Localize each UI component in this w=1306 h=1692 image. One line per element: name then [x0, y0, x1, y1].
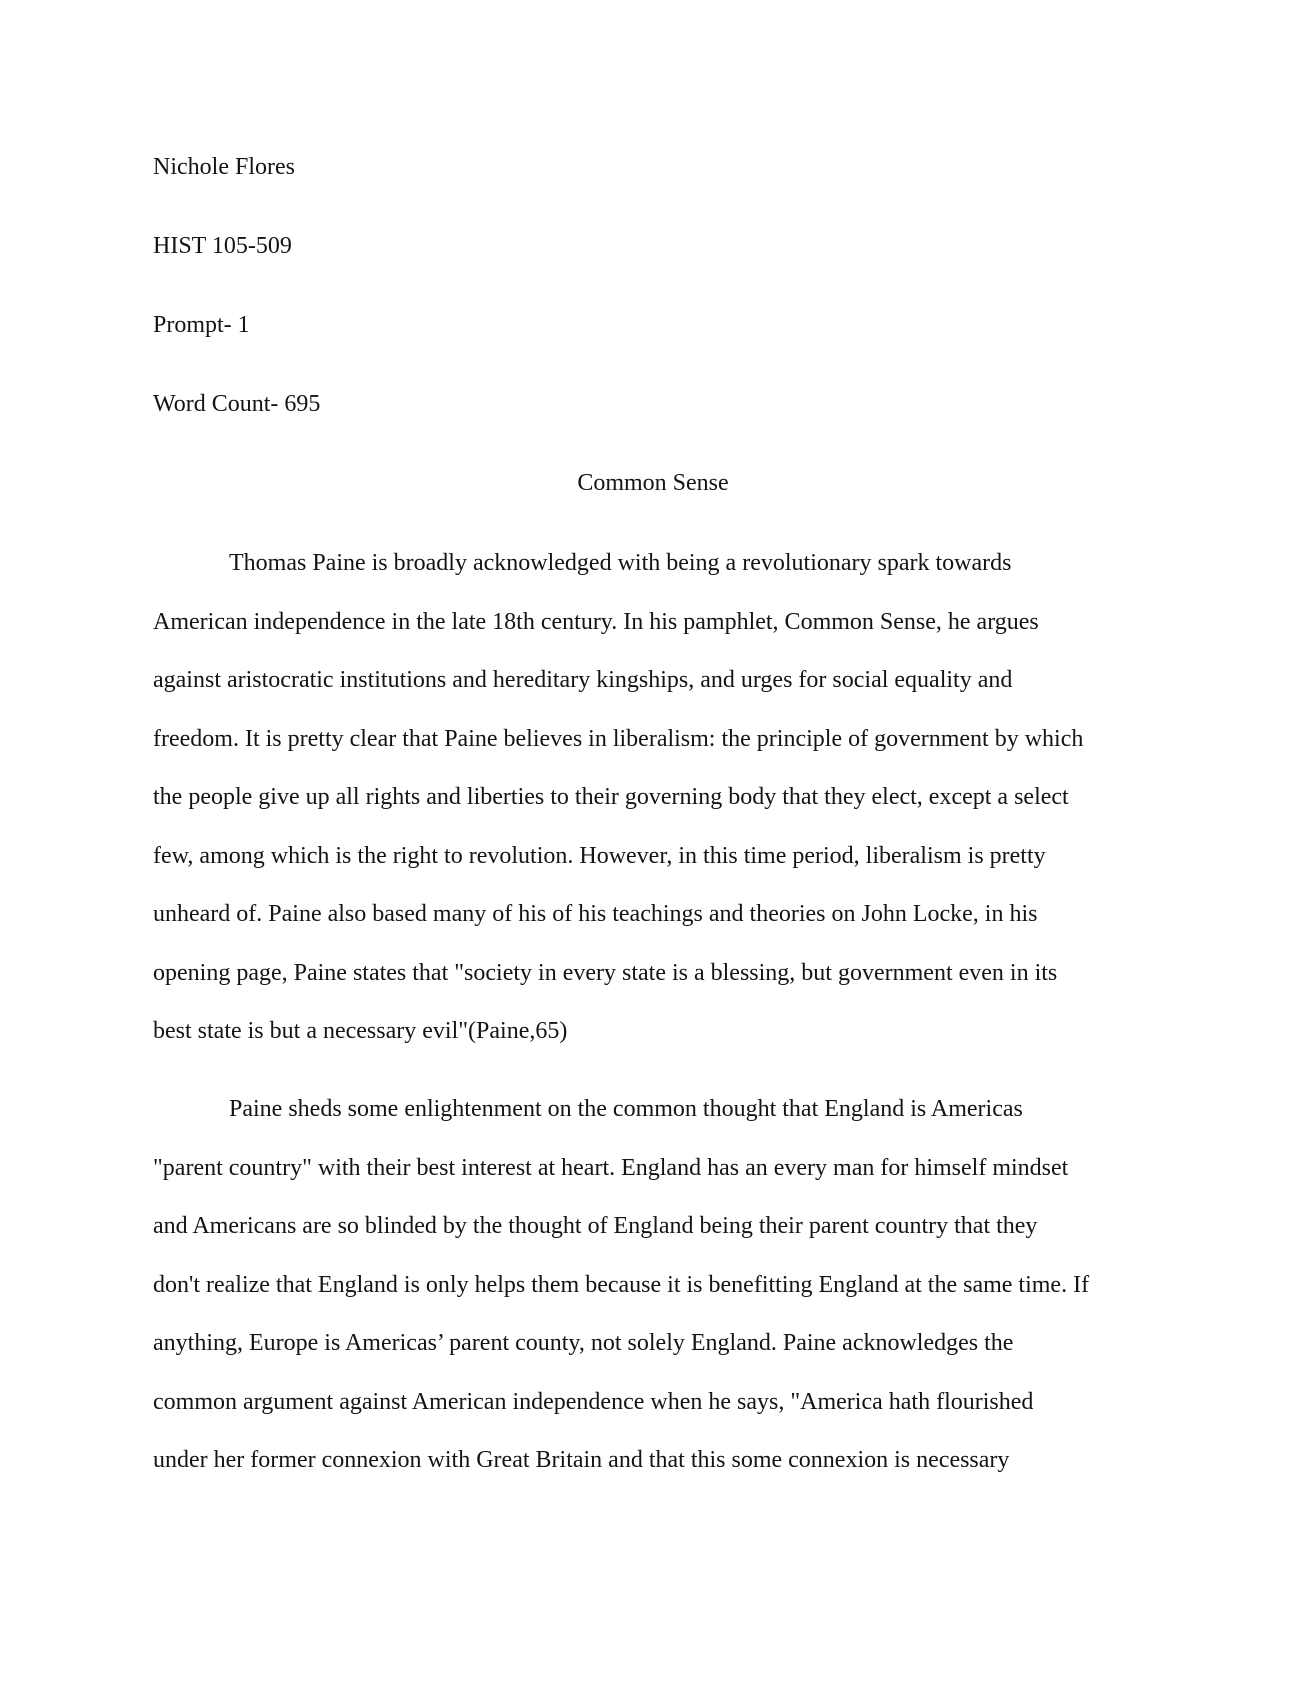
essay-title: Common Sense	[577, 470, 729, 496]
paragraph-line: best state is but a necessary evil"(Paine,65)	[153, 1018, 568, 1044]
paragraph-line: unheard of. Paine also based many of his of his teachings and theories on John Locke, in his	[153, 901, 1038, 927]
word-count: Word Count- 695	[153, 391, 321, 417]
paragraph-line: American independence in the late 18th century. In his pamphlet, Common Sense, he argues	[153, 608, 1039, 635]
paragraph-line: few, among which is the right to revolution. However, in this time period, liberalism is pretty	[153, 842, 1046, 869]
paragraph-line: don't realize that England is only helps them because it is benefitting England at the same time. If	[153, 1271, 1090, 1298]
paragraph-line: Thomas Paine is broadly acknowledged with being a revolutionary spark towards	[229, 550, 1012, 576]
paragraph-line: anything, Europe is Americas’ parent county, not solely England. Paine acknowledges the	[153, 1330, 1014, 1356]
paragraph-line: "parent country" with their best interest at heart. England has an every man for himself mindset	[153, 1154, 1069, 1181]
author-name: Nichole Flores	[153, 154, 295, 180]
paragraph-line: freedom. It is pretty clear that Paine believes in liberalism: the principle of government by which	[153, 725, 1084, 752]
course-code: HIST 105-509	[153, 233, 292, 259]
paragraph-line: common argument against American independence when he says, "America hath flourished	[153, 1388, 1034, 1415]
paragraph-1	[153, 548, 1083, 1075]
paragraph-line: Paine sheds some enlightenment on the common thought that England is Americas	[229, 1096, 1023, 1122]
paragraph-line: under her former connexion with Great Britain and that this some connexion is necessary	[153, 1447, 1010, 1473]
paragraph-line: the people give up all rights and liberties to their governing body that they elect, except a select	[153, 784, 1069, 810]
paragraph-line: opening page, Paine states that "society in every state is a blessing, but government even in its	[153, 959, 1058, 986]
paragraph-2	[153, 1094, 1089, 1504]
paragraph-line: and Americans are so blinded by the thought of England being their parent country that they	[153, 1213, 1038, 1239]
paragraph-line: against aristocratic institutions and hereditary kingships, and urges for social equality and	[153, 667, 1013, 693]
prompt-number: Prompt- 1	[153, 312, 250, 338]
